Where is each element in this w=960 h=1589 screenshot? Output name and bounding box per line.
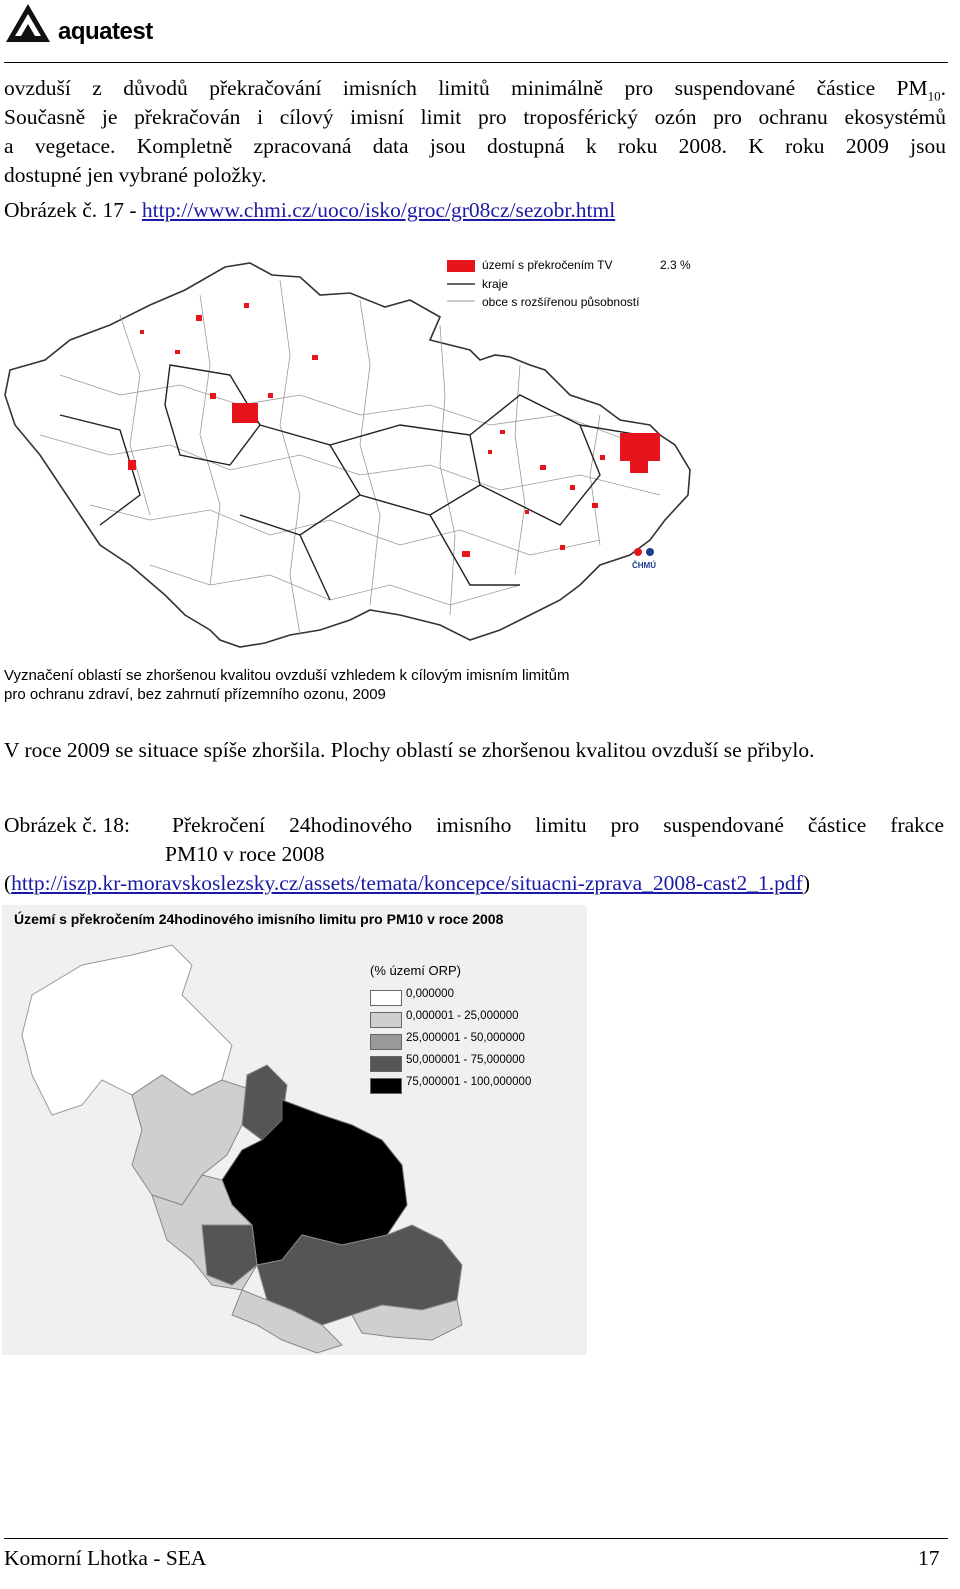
legend-swatch bbox=[370, 1034, 402, 1050]
header-rule bbox=[4, 62, 948, 63]
legend-exceed: území s překročením TV bbox=[482, 258, 613, 272]
legend-swatch bbox=[370, 1056, 402, 1072]
legend-swatch bbox=[370, 1078, 402, 1094]
figure18-title-2: PM10 v roce 2008 bbox=[165, 842, 325, 866]
company-logo bbox=[4, 2, 209, 44]
figure18-label: Obrázek č. 18: bbox=[4, 813, 130, 837]
figure17-subtitle-2: pro ochranu zdraví, bez zahrnutí přízemního ozonu, 2009 bbox=[4, 686, 386, 703]
figure18-title-1: Překročení 24hodinového imisního limitu pro suspendované částice frakce bbox=[172, 813, 944, 837]
czech-map-illustration bbox=[0, 255, 710, 665]
legend-swatch bbox=[370, 1012, 402, 1028]
legend-orp: obce s rozšířenou působností bbox=[482, 295, 640, 309]
intro-line-2: Současně je překračován i cílový imisní limit pro troposférický ozón pro ochranu ekosystémů bbox=[4, 105, 946, 129]
footer-rule bbox=[4, 1538, 948, 1539]
figure17-link[interactable]: http://www.chmi.cz/uoco/isko/groc/gr08cz/sezobr.html bbox=[141, 198, 616, 222]
footer-left: Komorní Lhotka - SEA bbox=[4, 1546, 207, 1570]
legend-percent: 2.3 % bbox=[660, 258, 691, 272]
region-map-illustration bbox=[2, 905, 587, 1355]
figure18-map-title: Území s překročením 24hodinového imisního limitu pro PM10 v roce 2008 bbox=[14, 911, 504, 927]
legend-kraje: kraje bbox=[482, 277, 509, 291]
chmu-logo-icon bbox=[634, 548, 654, 556]
intro-line-4: dostupné jen vybrané položky. bbox=[4, 163, 267, 187]
logo-text: aquatest bbox=[58, 18, 153, 45]
intro-line-3: a vegetace. Kompletně zpracovaná data jsou dostupná k roku 2008. K roku 2009 jsou bbox=[4, 134, 946, 158]
intro-line-1: ovzduší z důvodů překračování imisních limitů minimálně pro suspendované částice $PM_{10}$. bbox=[4, 76, 946, 104]
figure18-map: Území s překročením 24hodinového imisního limitu pro PM10 v roce 2008 (% území ORP) 0,000000 0,000001 - 25,000000 25,000001 - 50,000000 50,000001 - 75,000000 75,000001 - 100,000000 bbox=[2, 905, 587, 1355]
figure17-caption: Obrázek č. 17 - http://www.chmi.cz/uoco/isko/groc/gr08cz/sezobr.html bbox=[4, 198, 616, 222]
figure18-url-line: (http://iszp.kr-moravskoslezsky.cz/assets/temata/koncepce/situacni-zprava_2008-cast2_1.pdf) bbox=[4, 871, 810, 895]
figure18-legend-title: (% území ORP) bbox=[370, 963, 462, 978]
legend-swatch bbox=[370, 990, 402, 1006]
figure18-link[interactable]: http://iszp.kr-moravskoslezsky.cz/assets/temata/koncepce/situacni-zprava_2008-cast2_1.pdf bbox=[11, 871, 803, 895]
paragraph-2: V roce 2009 se situace spíše zhoršila. Plochy oblastí se zhoršenou kvalitou ovzduší se přibylo. bbox=[4, 738, 815, 762]
figure17-subtitle-1: Vyznačení oblastí se zhoršenou kvalitou ovzduší vzhledem k cílovým imisním limitům bbox=[4, 667, 570, 684]
chmu-logo-text: ČHMÚ bbox=[632, 561, 656, 570]
page-number: 17 bbox=[918, 1546, 940, 1570]
figure17-map bbox=[0, 255, 710, 665]
